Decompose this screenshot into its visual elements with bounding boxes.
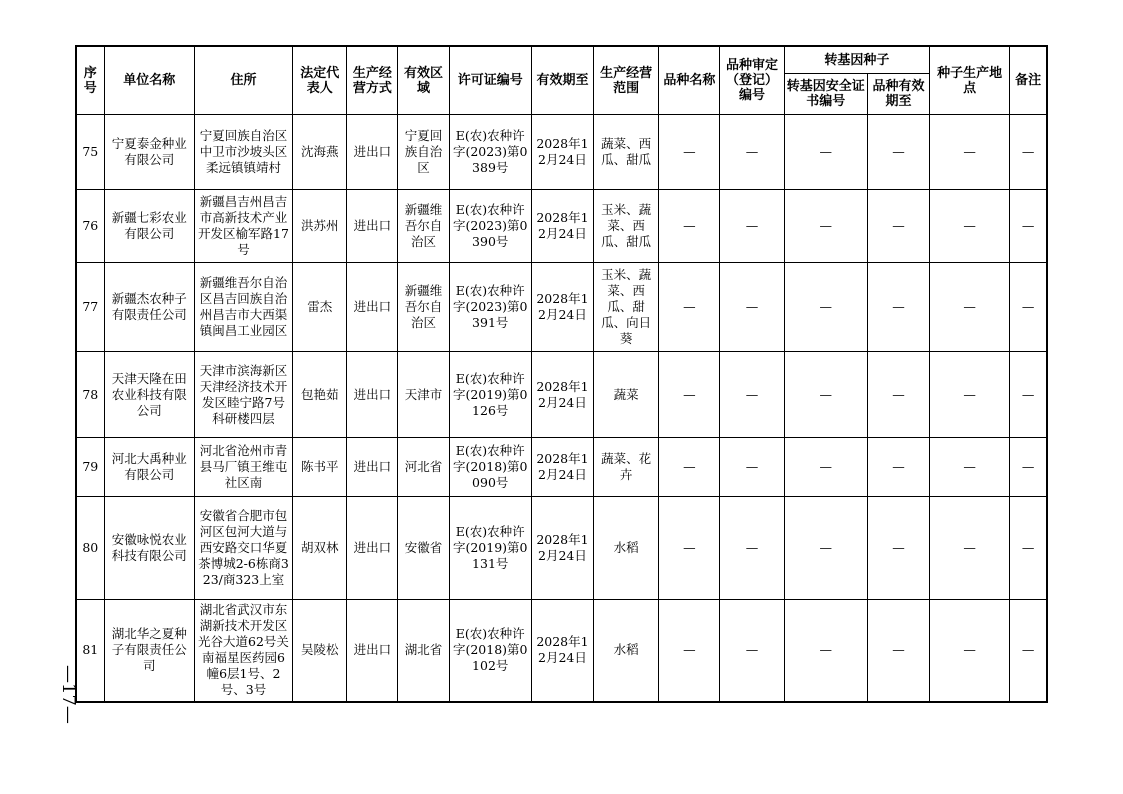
cell-scope: 玉米、蔬菜、西瓜、甜瓜 [594, 190, 659, 263]
cell-scope: 蔬菜 [594, 352, 659, 438]
header-valid-until: 有效期至 [531, 46, 593, 115]
cell-variety-name: — [659, 497, 720, 600]
cell-note: — [1010, 600, 1047, 702]
cell-legal-rep: 沈海燕 [293, 115, 347, 190]
cell-mode: 进出口 [347, 438, 398, 497]
cell-unit-name: 河北大禹种业有限公司 [104, 438, 194, 497]
cell-variety-approval: — [720, 600, 784, 702]
cell-mode: 进出口 [347, 600, 398, 702]
cell-note: — [1010, 352, 1047, 438]
header-address: 住所 [194, 46, 292, 115]
cell-gm-valid: — [867, 115, 929, 190]
cell-variety-name: — [659, 190, 720, 263]
cell-license-no: E(农)农种许字(2023)第0389号 [449, 115, 531, 190]
cell-address: 宁夏回族自治区中卫市沙坡头区柔远镇镇靖村 [194, 115, 292, 190]
cell-variety-approval: — [720, 352, 784, 438]
cell-scope: 蔬菜、西瓜、甜瓜 [594, 115, 659, 190]
cell-valid-until: 2028年12月24日 [531, 497, 593, 600]
cell-region: 安徽省 [398, 497, 449, 600]
cell-gm-cert: — [784, 263, 867, 352]
table-row [76, 600, 1047, 702]
cell-variety-name: — [659, 600, 720, 702]
cell-unit-name: 新疆杰农种子有限责任公司 [104, 263, 194, 352]
cell-scope: 水稻 [594, 497, 659, 600]
cell-legal-rep: 雷杰 [293, 263, 347, 352]
cell-legal-rep: 洪苏州 [293, 190, 347, 263]
seed-license-table [75, 45, 1048, 703]
header-gm-group: 转基因种子 [784, 46, 929, 74]
cell-license-no: E(农)农种许字(2018)第0102号 [449, 600, 531, 702]
cell-license-no: E(农)农种许字(2023)第0390号 [449, 190, 531, 263]
cell-variety-name: — [659, 352, 720, 438]
cell-variety-name: — [659, 438, 720, 497]
cell-scope: 蔬菜、花卉 [594, 438, 659, 497]
cell-address: 新疆昌吉州昌吉市高新技术产业开发区榆军路17号 [194, 190, 292, 263]
cell-seq: 80 [76, 497, 104, 600]
header-note: 备注 [1010, 46, 1047, 115]
header-gm-valid: 品种有效期至 [867, 74, 929, 115]
header-legal-rep: 法定代表人 [293, 46, 347, 115]
header-license-no: 许可证编号 [449, 46, 531, 115]
cell-variety-approval: — [720, 497, 784, 600]
cell-note: — [1010, 438, 1047, 497]
cell-origin: — [930, 600, 1010, 702]
cell-valid-until: 2028年12月24日 [531, 190, 593, 263]
cell-gm-cert: — [784, 600, 867, 702]
cell-gm-valid: — [867, 497, 929, 600]
cell-address: 湖北省武汉市东湖新技术开发区光谷大道62号关南福星医药园6幢6层1号、2号、3号 [194, 600, 292, 702]
cell-variety-name: — [659, 115, 720, 190]
cell-region: 新疆维吾尔自治区 [398, 263, 449, 352]
cell-legal-rep: 吴陵松 [293, 600, 347, 702]
cell-unit-name: 湖北华之夏种子有限责任公司 [104, 600, 194, 702]
cell-license-no: E(农)农种许字(2023)第0391号 [449, 263, 531, 352]
cell-gm-valid: — [867, 438, 929, 497]
cell-legal-rep: 陈书平 [293, 438, 347, 497]
cell-gm-cert: — [784, 352, 867, 438]
cell-mode: 进出口 [347, 190, 398, 263]
cell-seq: 79 [76, 438, 104, 497]
cell-origin: — [930, 352, 1010, 438]
cell-note: — [1010, 263, 1047, 352]
cell-unit-name: 新疆七彩农业有限公司 [104, 190, 194, 263]
cell-note: — [1010, 115, 1047, 190]
cell-gm-valid: — [867, 352, 929, 438]
cell-origin: — [930, 497, 1010, 600]
header-mode: 生产经营方式 [347, 46, 398, 115]
cell-mode: 进出口 [347, 497, 398, 600]
table-row [76, 497, 1047, 600]
cell-gm-cert: — [784, 438, 867, 497]
page-number: —17— [58, 665, 79, 724]
cell-valid-until: 2028年12月24日 [531, 438, 593, 497]
cell-seq: 78 [76, 352, 104, 438]
cell-scope: 玉米、蔬菜、西瓜、甜瓜、向日葵 [594, 263, 659, 352]
cell-gm-valid: — [867, 263, 929, 352]
cell-license-no: E(农)农种许字(2019)第0126号 [449, 352, 531, 438]
cell-scope: 水稻 [594, 600, 659, 702]
cell-variety-approval: — [720, 190, 784, 263]
cell-valid-until: 2028年12月24日 [531, 263, 593, 352]
header-origin: 种子生产地点 [930, 46, 1010, 115]
cell-region: 河北省 [398, 438, 449, 497]
table-row [76, 438, 1047, 497]
table-row [76, 115, 1047, 190]
header-region: 有效区域 [398, 46, 449, 115]
cell-valid-until: 2028年12月24日 [531, 115, 593, 190]
header-unit-name: 单位名称 [104, 46, 194, 115]
cell-variety-name: — [659, 263, 720, 352]
cell-gm-cert: — [784, 497, 867, 600]
cell-gm-valid: — [867, 190, 929, 263]
header-seq: 序号 [76, 46, 104, 115]
cell-license-no: E(农)农种许字(2019)第0131号 [449, 497, 531, 600]
cell-license-no: E(农)农种许字(2018)第0090号 [449, 438, 531, 497]
header-gm-cert: 转基因安全证书编号 [784, 74, 867, 115]
header-variety-approval: 品种审定（登记）编号 [720, 46, 784, 115]
table-row [76, 263, 1047, 352]
cell-valid-until: 2028年12月24日 [531, 600, 593, 702]
cell-unit-name: 安徽咏悦农业科技有限公司 [104, 497, 194, 600]
cell-region: 新疆维吾尔自治区 [398, 190, 449, 263]
cell-note: — [1010, 497, 1047, 600]
cell-address: 天津市滨海新区天津经济技术开发区睦宁路7号科研楼四层 [194, 352, 292, 438]
cell-seq: 77 [76, 263, 104, 352]
cell-variety-approval: — [720, 438, 784, 497]
cell-seq: 75 [76, 115, 104, 190]
cell-address: 新疆维吾尔自治区昌吉回族自治州昌吉市大西渠镇闽昌工业园区 [194, 263, 292, 352]
cell-note: — [1010, 190, 1047, 263]
cell-origin: — [930, 190, 1010, 263]
cell-mode: 进出口 [347, 115, 398, 190]
table-row [76, 352, 1047, 438]
cell-origin: — [930, 263, 1010, 352]
cell-unit-name: 宁夏泰金种业有限公司 [104, 115, 194, 190]
cell-region: 湖北省 [398, 600, 449, 702]
cell-valid-until: 2028年12月24日 [531, 352, 593, 438]
cell-variety-approval: — [720, 263, 784, 352]
cell-legal-rep: 胡双林 [293, 497, 347, 600]
cell-mode: 进出口 [347, 352, 398, 438]
cell-gm-valid: — [867, 600, 929, 702]
cell-unit-name: 天津天隆在田农业科技有限公司 [104, 352, 194, 438]
cell-origin: — [930, 438, 1010, 497]
cell-gm-cert: — [784, 190, 867, 263]
header-scope: 生产经营范围 [594, 46, 659, 115]
table-row [76, 190, 1047, 263]
cell-region: 宁夏回族自治区 [398, 115, 449, 190]
cell-seq: 81 [76, 600, 104, 702]
table-body [76, 115, 1047, 702]
cell-region: 天津市 [398, 352, 449, 438]
cell-origin: — [930, 115, 1010, 190]
cell-address: 河北省沧州市青县马厂镇王维屯社区南 [194, 438, 292, 497]
cell-variety-approval: — [720, 115, 784, 190]
header-variety-name: 品种名称 [659, 46, 720, 115]
cell-gm-cert: — [784, 115, 867, 190]
cell-mode: 进出口 [347, 263, 398, 352]
cell-seq: 76 [76, 190, 104, 263]
cell-legal-rep: 包艳茹 [293, 352, 347, 438]
cell-address: 安徽省合肥市包河区包河大道与西安路交口华夏茶博城2-6栋商323/商323上室 [194, 497, 292, 600]
